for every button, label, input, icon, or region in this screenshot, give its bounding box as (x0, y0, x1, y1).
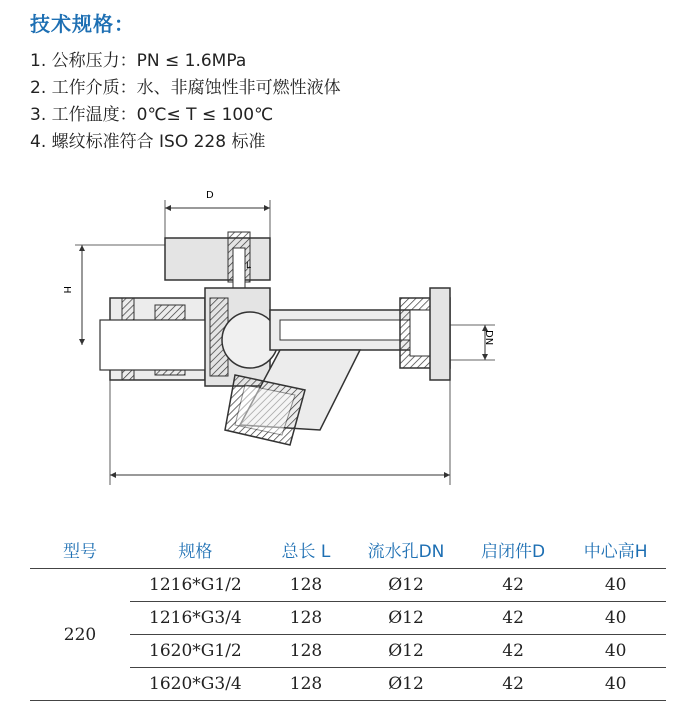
header-spec: 规格 (130, 530, 261, 569)
cell-d: 42 (461, 668, 565, 701)
header-model: 型号 (30, 530, 130, 569)
cell-d: 42 (461, 635, 565, 668)
header-length: 总长 L (261, 530, 351, 569)
cell-d: 42 (461, 569, 565, 602)
spec-item-temperature: 3. 工作温度：0℃≤ T ≤ 100℃ (30, 105, 274, 125)
cell-length: 128 (261, 602, 351, 635)
table-header-row (30, 530, 666, 569)
spec-item-pressure: 1. 公称压力：PN ≤ 1.6MPa (30, 51, 247, 71)
cell-dn: Ø12 (351, 668, 461, 701)
cell-length: 128 (261, 569, 351, 602)
cell-spec: 1216*G3/4 (130, 602, 261, 635)
header-flow-hole: 流水孔DN (351, 530, 461, 569)
spec-table (30, 530, 666, 701)
model-cell: 220 (30, 569, 130, 701)
cell-h: 40 (565, 602, 666, 635)
valve-technical-drawing (60, 180, 510, 490)
cell-spec: 1216*G1/2 (130, 569, 261, 602)
dimension-label-d: D (206, 190, 214, 201)
spec-list (30, 48, 341, 156)
cell-h: 40 (565, 569, 666, 602)
table-row (30, 569, 666, 602)
cell-d: 42 (461, 602, 565, 635)
cell-dn: Ø12 (351, 569, 461, 602)
cell-dn: Ø12 (351, 602, 461, 635)
header-center-height: 中心高H (565, 530, 666, 569)
dimension-label-l-small: L (246, 261, 252, 271)
dimension-label-dn: DN (483, 330, 494, 346)
spec-item-thread-standard: 4. 螺纹标准符合 ISO 228 标准 (30, 132, 266, 152)
cell-length: 128 (261, 668, 351, 701)
spec-item-medium: 2. 工作介质：水、非腐蚀性非可燃性液体 (30, 78, 341, 98)
cell-spec: 1620*G3/4 (130, 668, 261, 701)
cell-spec: 1620*G1/2 (130, 635, 261, 668)
section-title: 技术规格： (30, 12, 135, 36)
cell-h: 40 (565, 635, 666, 668)
cell-length: 128 (261, 635, 351, 668)
dimension-label-h: H (61, 286, 72, 294)
cell-h: 40 (565, 668, 666, 701)
header-closure-d: 启闭件D (461, 530, 565, 569)
cell-dn: Ø12 (351, 635, 461, 668)
